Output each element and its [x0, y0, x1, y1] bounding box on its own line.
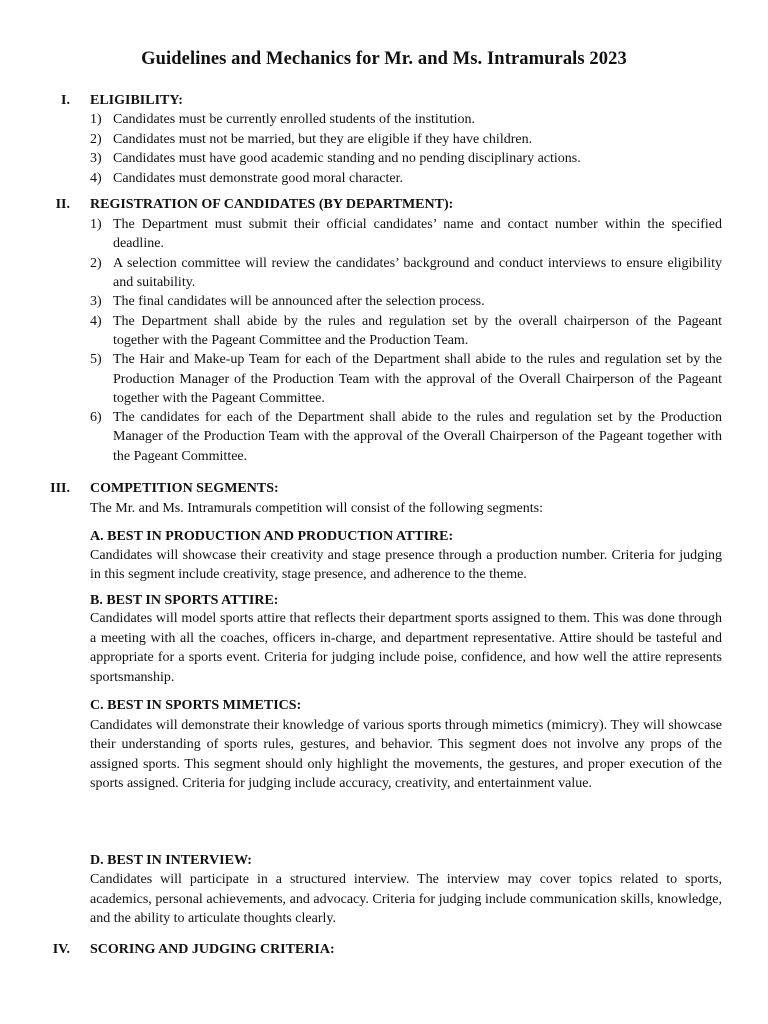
section-number: III.: [50, 481, 70, 496]
list-item-text: Candidates must not be married, but they are eligible if they have children.: [113, 131, 533, 147]
list-item: [90, 408, 722, 467]
segment-heading: C. BEST IN SPORTS MIMETICS:: [90, 698, 302, 713]
segment-heading: B. BEST IN SPORTS ATTIRE:: [90, 593, 279, 608]
section-heading-eligibility: ELIGIBILITY:: [90, 93, 183, 108]
list-item: [90, 312, 722, 351]
list-item: [90, 254, 722, 293]
section-number: I.: [61, 93, 70, 108]
list-item-number: 6): [90, 409, 102, 425]
list-item-number: 3): [90, 294, 102, 309]
segment-heading: D. BEST IN INTERVIEW:: [90, 853, 252, 868]
segment-text: Candidates will participate in a structured interview. The interview may cover topics related to sports, academics, personal achievements, and advocacy. Criteria for judging include communication skills, knowledge, and the ability to articulate thoughts clearly.: [90, 872, 722, 926]
list-item-text: Candidates must have good academic standing and no pending disciplinary actions.: [113, 151, 581, 166]
list-item: [90, 169, 722, 189]
list-item-text: The Department shall abide by the rules and regulation set by the overall chairperson of the Pageant together with the Pageant Committee and the Production Team.: [113, 313, 722, 348]
list-item-number: 4): [90, 170, 102, 186]
list-item-number: 1): [90, 112, 102, 127]
list-item-number: 5): [90, 352, 102, 367]
list-item-text: The final candidates will be announced after the selection process.: [113, 294, 485, 309]
list-item: [90, 215, 722, 254]
segment-text: Candidates will model sports attire that reflects their department sports assigned to them. This was done through a meeting with all the coaches, officers in-charge, and department representative. Attire should be tasteful and appropriate for a sports event. Criteria for judging include poise, confidence, and how well the attire represents sportsmanship.: [90, 611, 722, 685]
list-item-text: Candidates must demonstrate good moral character.: [113, 170, 404, 186]
list-item: [90, 292, 722, 312]
list-item-text: Candidates must be currently enrolled students of the institution.: [113, 112, 475, 127]
list-item-number: 3): [90, 151, 102, 166]
list-item-text: The Hair and Make-up Team for each of the Department shall abide to the rules and regulation set by the Production Manager of the Production Team with the approval of the Overall Chairperson of the Pageant together with the Pageant Committee.: [113, 352, 722, 406]
list-item: [90, 350, 722, 409]
section-heading-competition: COMPETITION SEGMENTS:: [90, 481, 279, 496]
list-item-number: 4): [90, 313, 102, 329]
segment-heading: A. BEST IN PRODUCTION AND PRODUCTION ATTIRE:: [90, 528, 454, 544]
list-item-number: 2): [90, 255, 102, 271]
document-title: Guidelines and Mechanics for Mr. and Ms. Intramurals 2023: [141, 49, 627, 69]
list-item: [90, 130, 722, 150]
section-intro: The Mr. and Ms. Intramurals competition will consist of the following segments:: [90, 500, 543, 516]
list-item-number: 2): [90, 131, 102, 147]
section-heading-registration: REGISTRATION OF CANDIDATES (BY DEPARTMENT):: [90, 197, 454, 212]
section-number: IV.: [52, 942, 70, 957]
list-item-text: The candidates for each of the Department shall abide to the rules and regulation set by the Production Manager of the Production Team with the approval of the Overall Chairperson of the Pageant together with the Pageant Committee.: [113, 409, 722, 464]
list-item: [90, 110, 722, 130]
list-item-text: The Department must submit their official candidates’ name and contact number within the specified deadline.: [113, 216, 722, 251]
segment-text: Candidates will showcase their creativity and stage presence through a production number. Criteria for judging in this segment include creativity, stage presence, and adherence to the theme.: [90, 547, 722, 582]
section-number: II.: [55, 197, 70, 212]
list-item-text: A selection committee will review the candidates’ background and conduct interviews to ensure eligibility and suitability.: [113, 255, 722, 290]
list-item: [90, 149, 722, 169]
list-item-number: 1): [90, 216, 102, 232]
segment-text: Candidates will demonstrate their knowledge of various sports through mimetics (mimicry). They will showcase their understanding of sports rules, gestures, and behavior. This segment does not involve any props of the assigned sports. This segment should only highlight the movements, the gestures, and proper execution of the sports assigned. Criteria for judging include accuracy, creativity, and entertainment value.: [90, 717, 722, 791]
section-heading-scoring: SCORING AND JUDGING CRITERIA:: [90, 942, 335, 957]
